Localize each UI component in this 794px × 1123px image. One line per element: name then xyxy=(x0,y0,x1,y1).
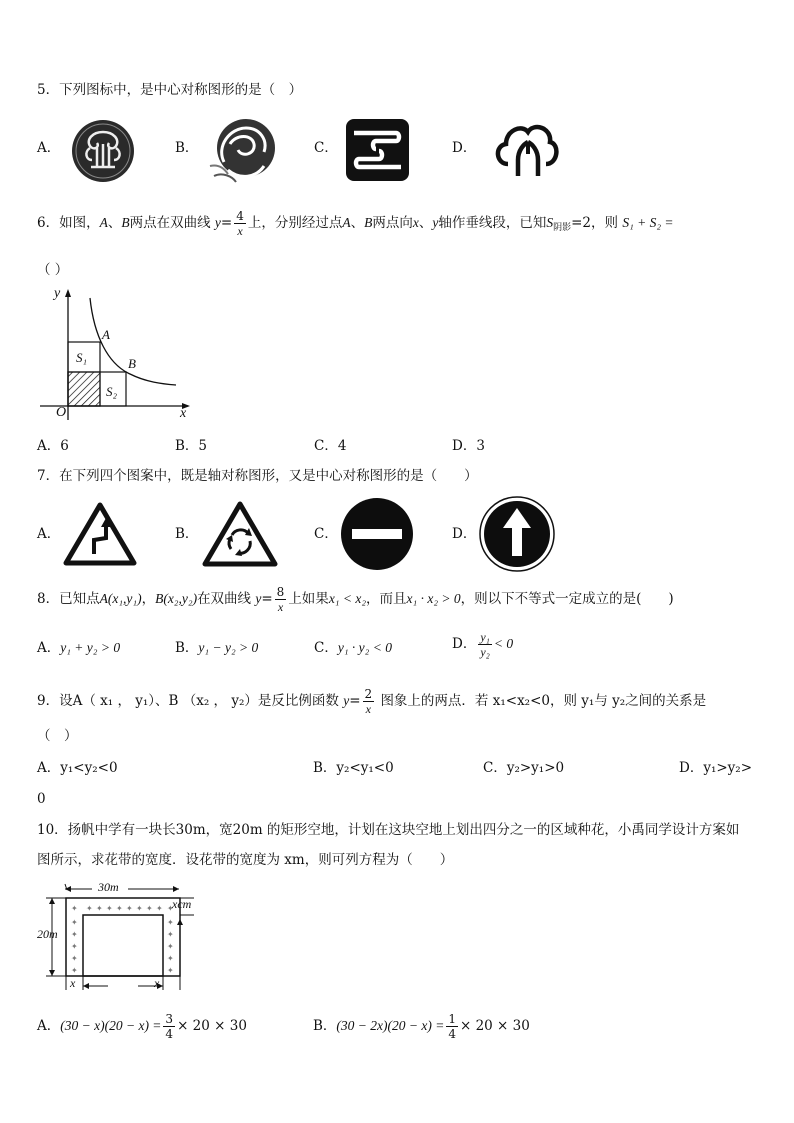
q7-icon-a-curve-sign xyxy=(64,502,136,566)
q9-option-d-wrap: 0 xyxy=(37,791,46,807)
q6-fig-label-x: x xyxy=(180,406,187,421)
q6-option-b: B．5 xyxy=(175,438,208,454)
q9-option-d: D．y₁>y₂> xyxy=(679,760,753,776)
q9-paren: （ ） xyxy=(37,728,78,744)
q6-stem-prefix: 6．如图， xyxy=(37,215,100,231)
q8-option-c-label: C． xyxy=(314,640,338,656)
q6-option-a: A．6 xyxy=(37,438,69,454)
q10-fig-label-top: 30m xyxy=(98,880,119,894)
q10-option-b-expr: (30 − 2x)(20 − x) = xyxy=(336,1018,445,1033)
q6-option-c: C．4 xyxy=(314,438,347,454)
q8-option-d xyxy=(452,630,513,659)
q9-fn-y: y xyxy=(343,693,350,708)
q5-option-a-label: A． xyxy=(37,140,61,156)
q8-mid2: 上如果 xyxy=(288,591,329,607)
q8-stem-prefix: 8．已知点 xyxy=(37,591,100,607)
q10-option-a xyxy=(37,1012,247,1041)
q10-fig-label-right: xcm xyxy=(172,897,192,911)
q8-option-d-tail: < 0 xyxy=(493,636,514,651)
svg-text:✦: ✦ xyxy=(136,904,143,913)
q6-stem-mid1: 两点在双曲线 xyxy=(129,215,211,231)
q6-stem-mid3: 两点向 xyxy=(372,215,413,231)
q8-sep: ， xyxy=(141,591,156,607)
q7-icon-b-roundabout-sign xyxy=(202,501,278,567)
q6-point-b: B xyxy=(121,215,130,230)
svg-text:✦: ✦ xyxy=(71,930,78,939)
q7-option-b-label: B． xyxy=(175,526,199,542)
q9-stem-a: 9．设A（ x₁ ， y₁）、B （x₂ ， y₂）是反比例函数 xyxy=(37,693,339,709)
q8-fn-y: y xyxy=(255,591,262,606)
svg-text:✦: ✦ xyxy=(126,904,133,913)
q8-option-d-num: y₁ xyxy=(480,630,490,644)
svg-text:✦: ✦ xyxy=(156,904,163,913)
q8-option-d-fraction xyxy=(478,630,492,659)
q10-fig-label-left: 20m xyxy=(37,927,58,941)
q8-option-d-den: y₂ xyxy=(480,645,490,659)
q6-fig-label-b: B xyxy=(128,356,136,371)
q8-option-a-expr: y₁ + y₂ > 0 xyxy=(60,640,121,655)
q8-option-c-expr: y₁ · y₂ < 0 xyxy=(337,640,392,655)
q6-option-d: D．3 xyxy=(452,438,485,454)
svg-text:✦: ✦ xyxy=(167,904,174,913)
q10-option-b-num: 1 xyxy=(448,1012,456,1026)
q6-stem-mid4: 轴作垂线段，已知 xyxy=(438,215,547,231)
q9-fn-eq: = xyxy=(349,693,361,709)
q6-fn-y: y xyxy=(214,215,221,230)
q10-option-a-expr: (30 − x)(20 − x) = xyxy=(60,1018,162,1033)
q10-stem-line2: 图所示，求花带的宽度．设花带的宽度为 xm，则可列方程为（ ） xyxy=(37,852,454,868)
q10-fig-label-bottom-right: x xyxy=(154,976,160,990)
q8-option-d-label: D． xyxy=(452,636,477,652)
q10-option-b-den: 4 xyxy=(448,1027,456,1041)
q5-icon-b-swirl xyxy=(206,116,280,184)
q6-s-val: =2，则 xyxy=(571,215,619,231)
q8-mid3: ，而且 xyxy=(366,591,407,607)
q10-option-a-tail: × 20 × 30 xyxy=(177,1018,247,1034)
svg-text:✦: ✦ xyxy=(167,942,174,951)
q10-option-b-fraction xyxy=(446,1012,458,1041)
q9-option-b: B．y₂<y₁<0 xyxy=(313,760,394,776)
q5-option-b-label: B． xyxy=(175,140,199,156)
q6-stem-mid2: 上，分别经过点 xyxy=(247,215,343,231)
q8-option-b-expr: y₁ − y₂ > 0 xyxy=(198,640,259,655)
svg-text:✦: ✦ xyxy=(71,904,78,913)
svg-text:✦: ✦ xyxy=(167,930,174,939)
q9-fraction xyxy=(363,687,375,716)
svg-text:✦: ✦ xyxy=(146,904,153,913)
q10-option-b xyxy=(313,1012,530,1041)
q9-stem xyxy=(37,687,706,716)
q9-option-a: A．y₁<y₂<0 xyxy=(37,760,118,776)
q9-fraction-den: x xyxy=(365,702,371,716)
q9-stem-b: 图象上的两点．若 x₁<x₂<0，则 y₁与 y₂之间的关系是 xyxy=(380,693,707,709)
q6-fraction-num: 4 xyxy=(236,209,244,223)
q6-s-label: S xyxy=(546,215,554,230)
q6-s-sub: 阴影 xyxy=(553,223,572,233)
q6-fn-eq: = xyxy=(220,215,233,231)
q10-option-a-label: A． xyxy=(37,1018,61,1034)
q5-icon-a-fountain xyxy=(70,118,136,184)
svg-text:✦: ✦ xyxy=(167,966,174,975)
q8-option-c xyxy=(314,638,392,658)
q8-point-a: A(x₁,y₁) xyxy=(99,591,142,606)
svg-text:✦: ✦ xyxy=(167,918,174,927)
svg-text:✦: ✦ xyxy=(116,904,123,913)
q6-point-a: A xyxy=(99,215,108,230)
q6-point-a2: A xyxy=(342,215,351,230)
q7-stem: 7．在下列四个图案中，既是轴对称图形，又是中心对称图形的是（ ） xyxy=(37,468,478,484)
svg-text:✦: ✦ xyxy=(71,954,78,963)
q9-fraction-num: 2 xyxy=(364,687,373,701)
q8-stem xyxy=(37,585,674,614)
svg-text:✦: ✦ xyxy=(96,904,103,913)
q10-stem-line1: 10．扬帆中学有一块长30m，宽20m 的矩形空地，计划在这块空地上划出四分之一的区域种花，小禹同学设计方案如 xyxy=(37,822,740,838)
q7-icon-c-no-entry xyxy=(340,497,414,571)
q8-option-a-label: A． xyxy=(37,640,61,656)
q8-point-b: B(x₂,y₂) xyxy=(155,591,198,606)
q8-fraction xyxy=(275,585,287,614)
q10-option-a-fraction xyxy=(163,1012,175,1041)
svg-text:✦: ✦ xyxy=(167,954,174,963)
q5-option-d-label: D． xyxy=(452,140,477,156)
q8-mid1: 在双曲线 xyxy=(197,591,252,607)
q6-sep2: 、 xyxy=(350,215,365,231)
q6-fig-label-y: y xyxy=(54,286,61,301)
q6-fig-label-s2: S₂ xyxy=(106,384,118,399)
q6-point-b2: B xyxy=(364,215,373,230)
q5-icon-c-s-shape xyxy=(346,119,409,181)
q6-axis-y: y xyxy=(432,215,439,230)
q5-icon-d-tree xyxy=(494,120,560,178)
q6-fraction-den: x xyxy=(237,224,243,238)
q8-fn-eq: = xyxy=(261,591,273,607)
q10-fig-label-bottom-left: x xyxy=(70,976,76,990)
q6-axis-x: x xyxy=(412,215,419,230)
q6-sep: 、 xyxy=(107,215,122,231)
q6-fig-label-s1: S₁ xyxy=(76,350,88,365)
q6-paren: （ ） xyxy=(37,262,69,278)
q8-cond1: x₁ < x₂ xyxy=(328,591,367,606)
q6-fig-label-a: A xyxy=(102,327,110,342)
q7-icon-d-straight-arrow xyxy=(479,496,555,572)
q8-option-b-label: B． xyxy=(175,640,199,656)
q10-option-a-den: 4 xyxy=(165,1027,174,1041)
q6-fraction xyxy=(234,209,246,238)
q8-tail: ，则以下不等式一定成立的是( ) xyxy=(460,591,674,607)
q7-option-a-label: A． xyxy=(37,526,61,542)
svg-text:✦: ✦ xyxy=(86,904,93,913)
q8-option-b xyxy=(175,638,258,658)
q10-option-b-label: B． xyxy=(313,1018,337,1034)
q8-fraction-num: 8 xyxy=(276,585,285,599)
q5-stem: 5．下列图标中，是中心对称图形的是（ ） xyxy=(37,82,303,98)
q6-fig-label-o: O xyxy=(56,405,67,420)
q6-sep3: 、 xyxy=(418,215,433,231)
q7-option-c-label: C． xyxy=(314,526,338,542)
q6-sum-expr: S₁ + S₂ = xyxy=(622,215,674,230)
q9-option-c: C．y₂>y₁>0 xyxy=(483,760,565,776)
q5-option-c-label: C． xyxy=(314,140,338,156)
q10-option-b-tail: × 20 × 30 xyxy=(459,1018,530,1034)
svg-text:✦: ✦ xyxy=(71,918,78,927)
q10-option-a-num: 3 xyxy=(165,1012,174,1026)
svg-text:✦: ✦ xyxy=(106,904,113,913)
q8-cond2: x₁ · x₂ > 0 xyxy=(406,591,461,606)
q7-option-d-label: D． xyxy=(452,526,477,542)
svg-text:✦: ✦ xyxy=(71,966,78,975)
q6-stem xyxy=(37,209,674,238)
svg-text:✦: ✦ xyxy=(71,942,78,951)
q8-fraction-den: x xyxy=(277,600,284,614)
q8-option-a xyxy=(37,638,120,658)
